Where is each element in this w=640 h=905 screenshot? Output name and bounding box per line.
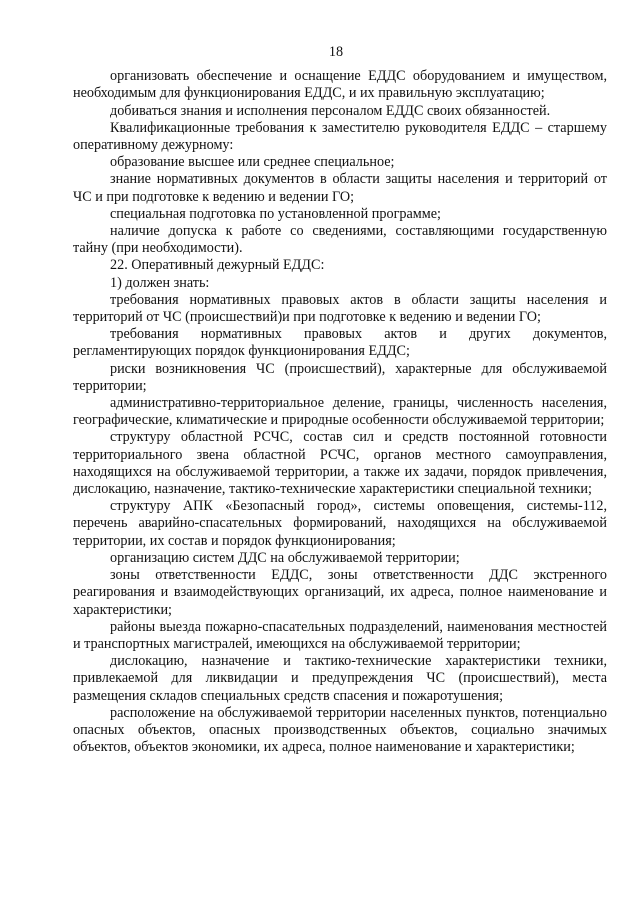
paragraph: организовать обеспечение и оснащение ЕДДС оборудованием и имуществом, необходимым для функционирования ЕДДС, и их правильную эксплуатацию;: [73, 68, 607, 102]
paragraph: структуру областной РСЧС, состав сил и средств постоянной готовности территориального звена областной РСЧС, органов местного самоуправления, находящихся на обслуживаемой территории, а также их задачи, порядок привлечения, дислокацию, назначение, тактико-технические характеристики специальной техники;: [73, 429, 607, 498]
page-number: 18: [328, 44, 344, 60]
paragraph: дислокацию, назначение и тактико-технические характеристики техники, привлекаемой для ликвидации и предупреждения ЧС (происшествий), места размещения складов специальных средств спасения и пожаротушения;: [73, 653, 607, 704]
paragraph: районы выезда пожарно-спасательных подразделений, наименования местностей и транспортных магистралей, имеющихся на обслуживаемой территории;: [73, 618, 607, 652]
section-heading: 22. Оперативный дежурный ЕДДС:: [110, 257, 325, 274]
paragraph: специальная подготовка по установленной программе;: [110, 205, 441, 222]
paragraph: требования нормативных правовых актов в области защиты населения и территорий от ЧС (происшествий)и при подготовке к ведению и ведении ГО;: [73, 291, 607, 326]
paragraph: образование высшее или среднее специальное;: [110, 154, 395, 171]
paragraph: структуру АПК «Безопасный город», системы оповещения, системы-112, перечень аварийно-спасательных формирований, находящихся на обслуживаемой территории, их состав и порядок функционирования;: [73, 498, 607, 549]
paragraph: наличие допуска к работе со сведениями, составляющими государственную тайну (при необходимости).: [73, 223, 607, 257]
paragraph: требования нормативных правовых актов и других документов, регламентирующих порядок функционирования ЕДДС;: [73, 326, 607, 360]
paragraph: зоны ответственности ЕДДС, зоны ответственности ДДС экстренного реагирования и взаимодействующих организаций, их адреса, полное наименование и характеристики;: [73, 567, 607, 618]
paragraph: знание нормативных документов в области защиты населения и территорий от ЧС и при подготовке к ведению и ведении ГО;: [73, 171, 607, 205]
paragraph: расположение на обслуживаемой территории населенных пунктов, потенциально опасных объектов, опасных производственных объектов, социально значимых объектов, объектов экономики, их адреса, полное наименование и характеристики;: [73, 704, 607, 756]
paragraph: административно-территориальное деление, границы, численность населения, географические, климатические и природные особенности обслуживаемой территории;: [73, 395, 607, 429]
paragraph: организацию систем ДДС на обслуживаемой территории;: [110, 549, 460, 566]
subsection-heading: 1) должен знать:: [110, 274, 210, 291]
paragraph: Квалификационные требования к заместителю руководителя ЕДДС – старшему оперативному дежурному:: [73, 119, 607, 154]
paragraph: риски возникновения ЧС (происшествий), характерные для обслуживаемой территории;: [73, 360, 607, 394]
paragraph: добиваться знания и исполнения персоналом ЕДДС своих обязанностей.: [110, 102, 551, 119]
